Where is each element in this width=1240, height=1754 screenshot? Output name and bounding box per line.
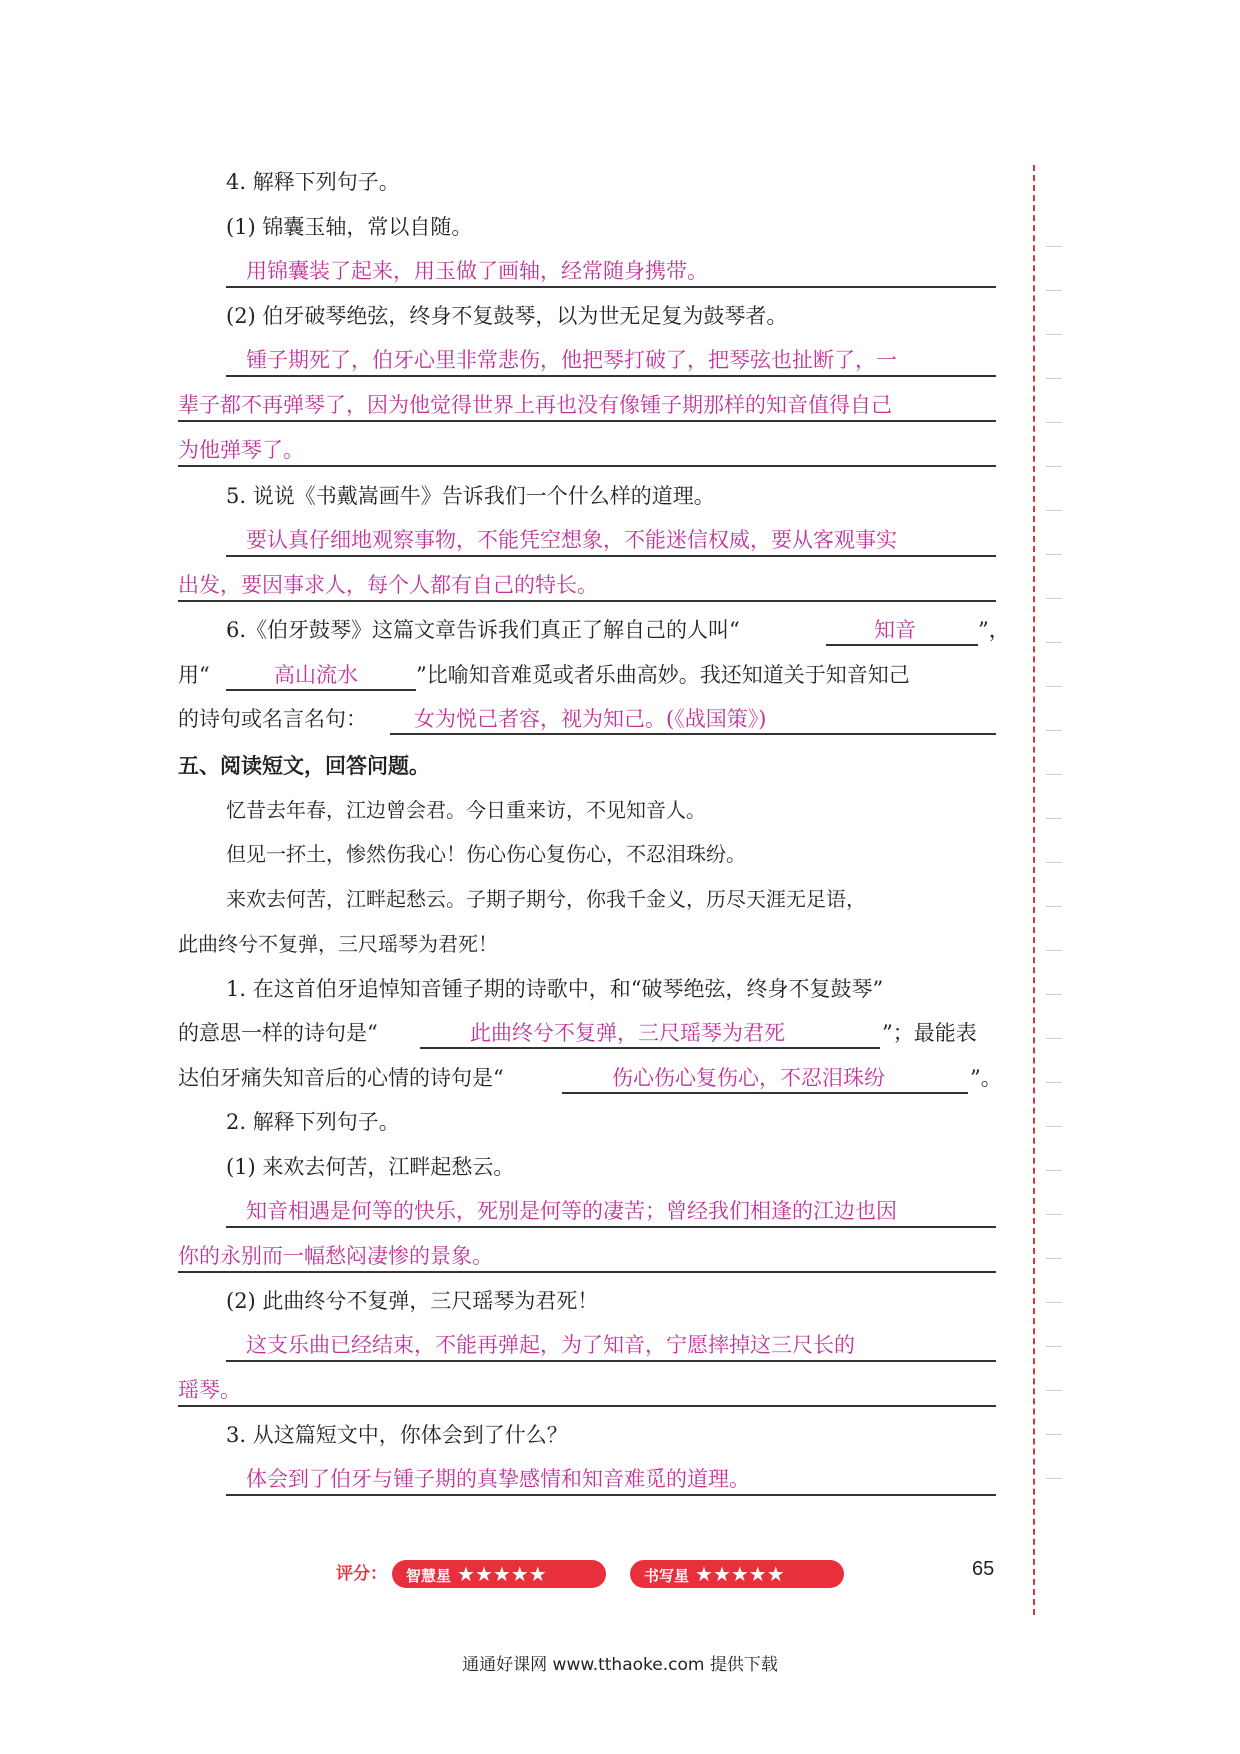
- p3-title: 3. 从这篇短文中，你体会到了什么？: [226, 1423, 568, 1447]
- q5-title: 5. 说说《书戴嵩画牛》告诉我们一个什么样的道理。: [226, 484, 715, 508]
- p1-blank-1: [420, 1019, 880, 1049]
- answer-line: [226, 1360, 996, 1362]
- p2-answer-1-line2: 你的永别而一幅愁闷凄惨的景象。: [178, 1244, 493, 1268]
- p1-text-1: 1. 在这首伯牙追悼知音锺子期的诗歌中，和“破琴绝弦，终身不复鼓琴”: [226, 977, 884, 1001]
- p1-text-4: 达伯牙痛失知音后的心情的诗句是“: [178, 1066, 504, 1090]
- q4-answer-1: 用锦囊装了起来，用玉做了画轴，经常随身携带。: [246, 259, 708, 283]
- page-number: 65: [972, 1558, 995, 1580]
- q6-blank-3-answer: 女为悦己者容，视为知己。(《战国策》): [414, 707, 767, 731]
- q6-blank-2-answer: 高山流水: [274, 663, 358, 687]
- answer-line: [178, 1271, 996, 1273]
- p1-blank-2-answer: 伤心伤心复伤心，不忍泪珠纷: [612, 1066, 885, 1090]
- q6-blank-2: [226, 661, 416, 691]
- q6-text-3: 用“: [178, 663, 210, 687]
- q4-title: 4. 解释下列句子。: [226, 170, 400, 194]
- answer-line: [226, 375, 996, 377]
- answer-line: [178, 1405, 996, 1407]
- writing-star-badge: [630, 1560, 844, 1588]
- writing-star-label: 书写星: [644, 1567, 690, 1585]
- poem-line-4: 此曲终兮不复弹，三尺瑶琴为君死！: [178, 932, 498, 956]
- answer-line: [226, 286, 996, 288]
- p2-title: 2. 解释下列句子。: [226, 1110, 400, 1134]
- q6-text-5: 的诗句或名言名句：: [178, 707, 367, 731]
- poem-line-1: 忆昔去年春，江边曾会君。今日重来访，不见知音人。: [226, 798, 706, 822]
- p2-answer-2-line2: 瑶琴。: [178, 1378, 241, 1402]
- answer-line: [226, 555, 996, 557]
- footer-text: 通通好课网 www.tthaoke.com 提供下载: [462, 1655, 778, 1675]
- q4-answer-2-line3: 为他弹琴了。: [178, 438, 304, 462]
- q4-sentence-1: (1) 锦囊玉轴，常以自随。: [226, 215, 473, 239]
- wisdom-star-badge: [392, 1560, 606, 1588]
- q6-blank-1-answer: 知音: [874, 618, 916, 642]
- p2-sentence-1: (1) 来欢去何苦，江畔起愁云。: [226, 1155, 515, 1179]
- p2-answer-1-line1: 知音相遇是何等的快乐，死别是何等的凄苦；曾经我们相逢的江边也因: [246, 1199, 897, 1223]
- p1-blank-1-answer: 此曲终兮不复弹，三尺瑶琴为君死: [470, 1021, 785, 1045]
- p1-text-2: 的意思一样的诗句是“: [178, 1021, 378, 1045]
- writing-stars-icon: ★★★★★: [695, 1562, 785, 1586]
- q5-answer-line1: 要认真仔细地观察事物，不能凭空想象，不能迷信权威，要从客观事实: [246, 528, 897, 552]
- answer-line: [226, 1226, 996, 1228]
- q4-sentence-2: (2) 伯牙破琴绝弦，终身不复鼓琴，以为世无足复为鼓琴者。: [226, 304, 788, 328]
- p1-blank-2: [562, 1064, 968, 1094]
- rating-label: 评分：: [336, 1564, 387, 1584]
- p3-answer: 体会到了伯牙与锺子期的真挚感情和知音难觅的道理。: [246, 1467, 750, 1491]
- section-heading: 五、阅读短文，回答问题。: [178, 754, 430, 778]
- q6-text-2: ”，: [978, 618, 1010, 642]
- q6-text-4: ”比喻知音难觅或者乐曲高妙。我还知道关于知音知己: [416, 663, 910, 687]
- q5-answer-line2: 出发，要因事求人，每个人都有自己的特长。: [178, 573, 598, 597]
- p1-text-5: ”。: [970, 1066, 1002, 1090]
- answer-line: [178, 465, 996, 467]
- margin-dashed-line: [1033, 165, 1035, 1615]
- p1-text-3: ”；最能表: [882, 1021, 977, 1045]
- q4-answer-2-line1: 锺子期死了，伯牙心里非常悲伤，他把琴打破了，把琴弦也扯断了，一: [246, 348, 897, 372]
- p2-sentence-2: (2) 此曲终兮不复弹，三尺瑶琴为君死！: [226, 1289, 599, 1313]
- q6-blank-3: [390, 705, 996, 735]
- wisdom-star-label: 智慧星: [406, 1567, 452, 1585]
- answer-line: [226, 1494, 996, 1496]
- poem-line-2: 但见一抔土，惨然伤我心！伤心伤心复伤心，不忍泪珠纷。: [226, 842, 746, 866]
- q4-answer-2-line2: 辈子都不再弹琴了，因为他觉得世界上再也没有像锺子期那样的知音值得自己: [178, 393, 892, 417]
- wisdom-stars-icon: ★★★★★: [457, 1562, 547, 1586]
- p2-answer-2-line1: 这支乐曲已经结束，不能再弹起，为了知音，宁愿摔掉这三尺长的: [246, 1333, 855, 1357]
- poem-line-3: 来欢去何苦，江畔起愁云。子期子期兮，你我千金义，历尽天涯无足语，: [226, 887, 866, 911]
- answer-line: [178, 600, 996, 602]
- q6-text-1: 6.《伯牙鼓琴》这篇文章告诉我们真正了解自己的人叫“: [226, 618, 740, 642]
- answer-line: [178, 420, 996, 422]
- q6-blank-1: [826, 616, 978, 646]
